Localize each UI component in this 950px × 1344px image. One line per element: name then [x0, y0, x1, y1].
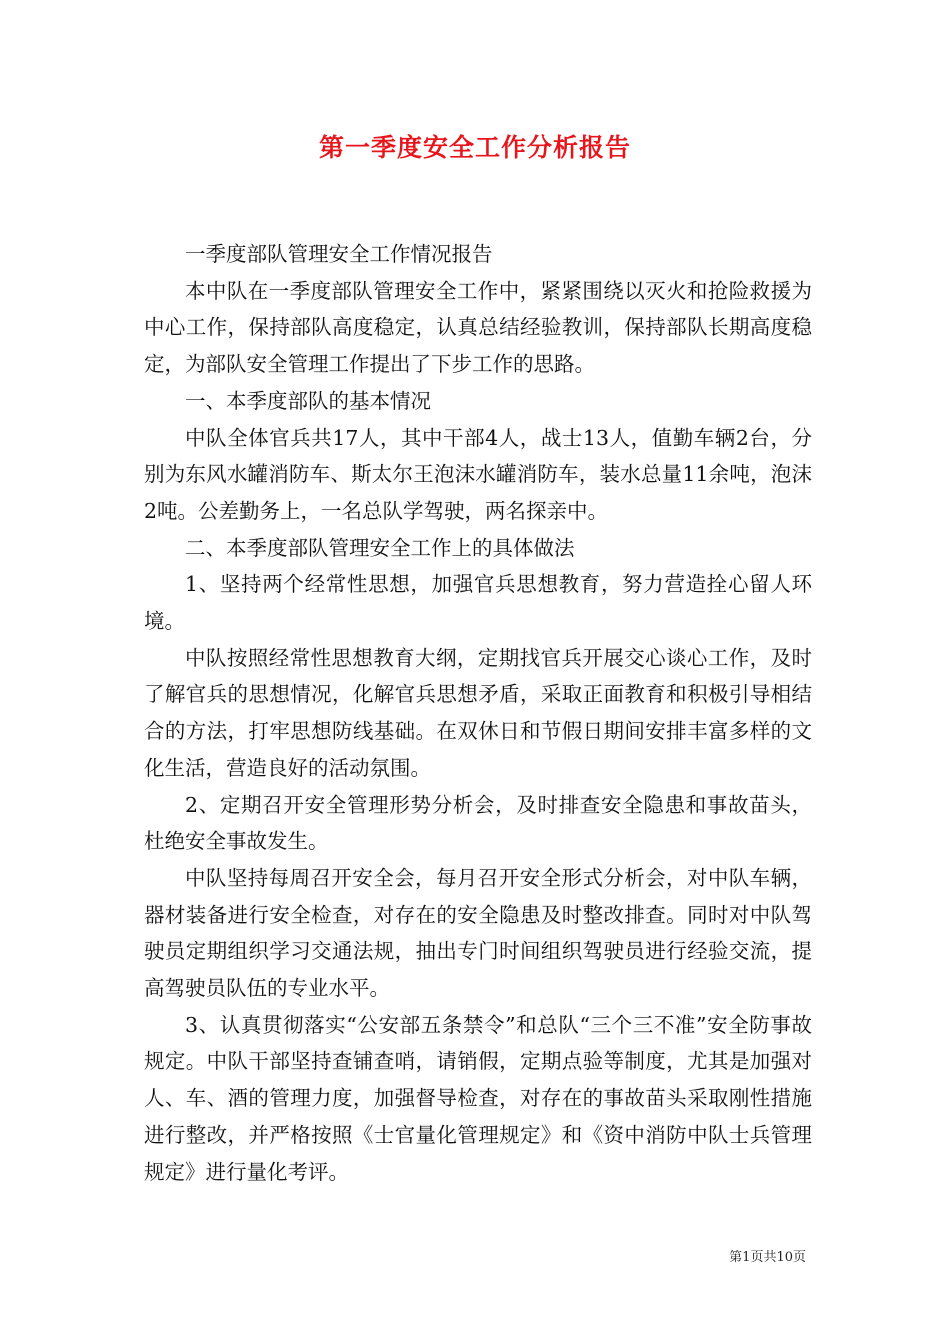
section-heading-specific-practices: 二、本季度部队管理安全工作上的具体做法 — [185, 535, 575, 560]
item-heading-2: 2、定期召开安全管理形势分析会，及时排查安全隐患和事故苗头，杜绝安全事故发生。 — [144, 792, 812, 854]
page-number-footer: 第1页共10页 — [729, 1250, 806, 1265]
paragraph-item-3: 3、认真贯彻落实“公安部五条禁令”和总队“三个三不准”安全防事故规定。中队干部坚持查铺查哨，请销假，定期点验等制度，尤其是加强对人、车、酒的管理力度，加强督导检查，对存在的事故苗头采取刚性措施进行整改，并严格按照《士官量化管理规定》和《资中消防中队士兵管理规定》进行量化考评。 — [144, 1012, 812, 1184]
paragraph-report-heading: 一季度部队管理安全工作情况报告 — [185, 242, 493, 266]
paragraph-basic-situation: 中队全体官兵共17人，其中干部4人，战士13人，值勤车辆2台，分别为东风水罐消防车、斯太尔王泡沫水罐消防车，装水总量11余吨，泡沫2吨。公差勤务上，一名总队学驾驶，两名探亲中。 — [144, 425, 812, 523]
item-heading-1: 1、坚持两个经常性思想，加强官兵思想教育，努力营造拴心留人环境。 — [144, 572, 812, 634]
section-heading-basic-situation: 一、本季度部队的基本情况 — [185, 388, 431, 413]
paragraph-item-1: 中队按照经常性思想教育大纲，定期找官兵开展交心谈心工作，及时了解官兵的思想情况，化解官兵思想矛盾，采取正面教育和积极引导相结合的方法，打牢思想防线基础。在双休日和节假日期间安排丰富多样的文化生活，营造良好的活动氛围。 — [144, 645, 812, 780]
paragraph-item-2: 中队坚持每周召开安全会，每月召开安全形式分析会，对中队车辆，器材装备进行安全检查，对存在的安全隐患及时整改排查。同时对中队驾驶员定期组织学习交通法规，抽出专门时间组织驾驶员进行经验交流，提高驾驶员队伍的专业水平。 — [144, 865, 812, 1001]
paragraph-intro: 本中队在一季度部队管理安全工作中，紧紧围绕以灭火和抢险救援为中心工作，保持部队高度稳定，认真总结经验教训，保持部队长期高度稳定，为部队安全管理工作提出了下步工作的思路。 — [144, 278, 812, 377]
document-body — [144, 236, 812, 1190]
page-title: 第一季度安全工作分析报告 — [318, 133, 631, 162]
